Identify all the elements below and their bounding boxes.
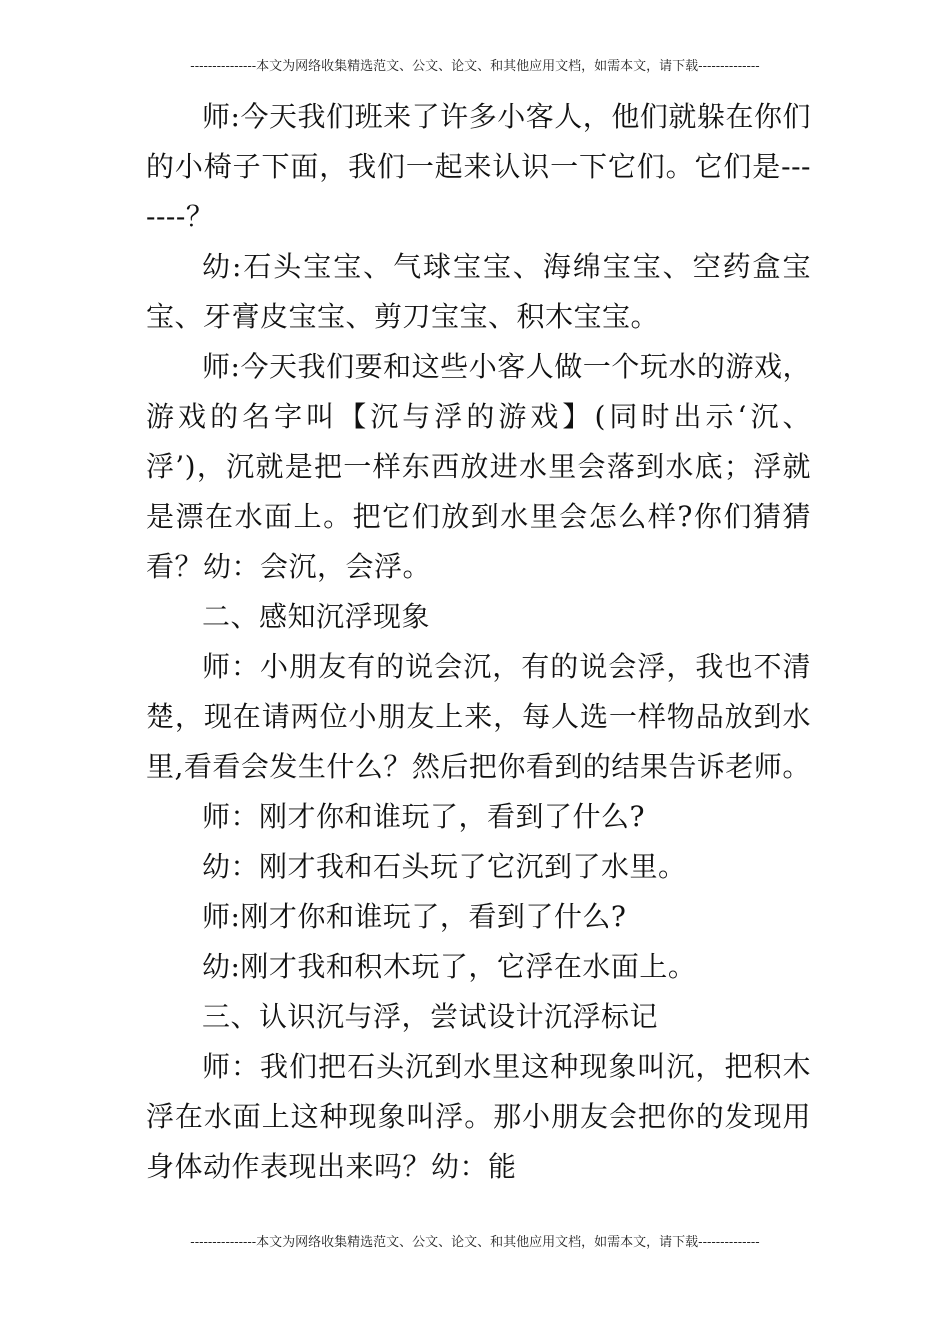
section-heading-2: 二、感知沉浮现象 [202,600,431,633]
page-header-banner: ---------------本文为网络收集精选范文、公文、论文、和其他应用文档，如需本文，请下载-------------- [190,59,760,74]
paragraph-1: 师:今天我们班来了许多小客人，他们就躲在你们的小椅子下面，我们一起来认识一下它们。它们是-------？ [146,100,811,233]
paragraph-2: 幼:石头宝宝、气球宝宝、海绵宝宝、空药盒宝宝、牙膏皮宝宝、剪刀宝宝、积木宝宝。 [146,250,811,333]
paragraph-11: 师：我们把石头沉到水里这种现象叫沉，把积木浮在水面上这种现象叫浮。那小朋友会把你的发现用身体动作表现出来吗？幼：能 [146,1050,811,1183]
paragraph-9: 幼:刚才我和积木玩了，它浮在水面上。 [202,950,697,983]
paragraph-7: 幼：刚才我和石头玩了它沉到了水里。 [202,850,687,883]
section-heading-3: 三、认识沉与浮，尝试设计沉浮标记 [202,1000,659,1033]
document-body [146,92,811,1192]
paragraph-5: 师：小朋友有的说会沉，有的说会浮，我也不清楚，现在请两位小朋友上来，每人选一样物品放到水里,看看会发生什么？然后把你看到的结果告诉老师。 [146,650,811,783]
paragraph-3: 师:今天我们要和这些小客人做一个玩水的游戏，游戏的名字叫【沉与浮的游戏】(同时出示‘沉、浮’)，沉就是把一样东西放进水里会落到水底；浮就是漂在水面上。把它们放到水里会怎么样?你们猜猜看？幼：会沉，会浮。 [146,350,811,583]
paragraph-6: 师：刚才你和谁玩了，看到了什么? [202,800,646,833]
paragraph-8: 师:刚才你和谁玩了，看到了什么? [202,900,627,933]
page-footer-banner: ---------------本文为网络收集精选范文、公文、论文、和其他应用文档，如需本文，请下载-------------- [190,1235,760,1250]
